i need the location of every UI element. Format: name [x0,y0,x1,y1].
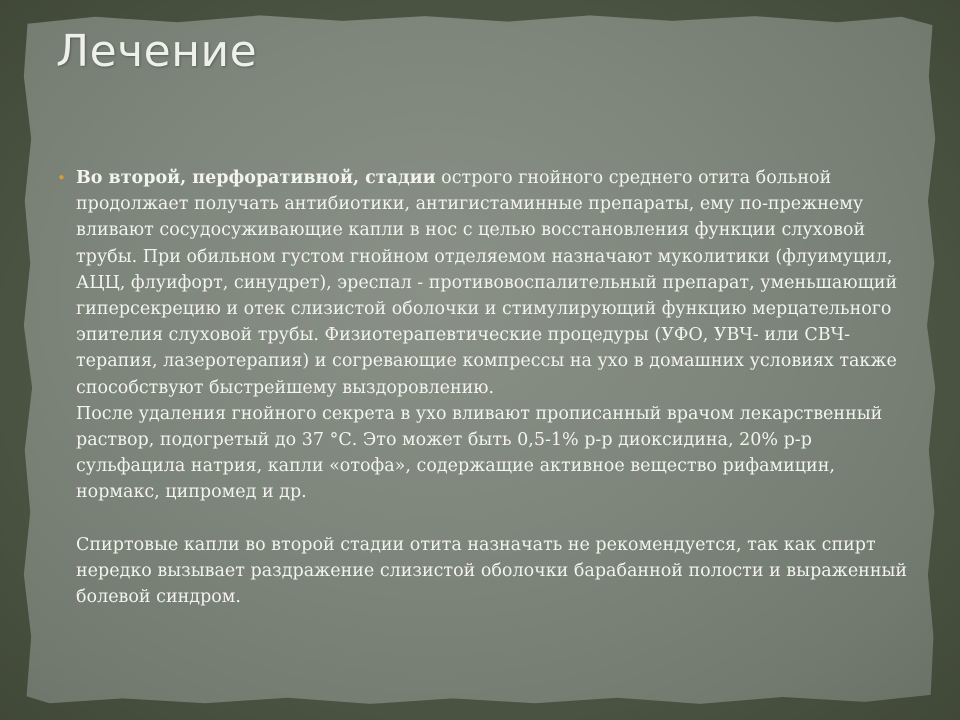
paragraph-text: острого гнойного среднего отита больной продолжает получать антибиотики, антигистаминные препараты, ему по-прежнему вливают сосудосуживающие капли в нос с целью восстановления функции слуховой трубы. При обильном густом гнойном отделяемом назначают муколитики (флуимуцил, АЦЦ, флуифорт, синудрет), эреспал - противовоспалительный препарат, уменьшающий гиперсекрецию и отек слизистой оболочки и стимулирующий функцию мерцательного эпителия слуховой трубы. Физиотерапевтические процедуры (УФО, УВЧ- или СВЧ-терапия, лазеротерапия) и согревающие компрессы на ухо в домашних условиях также способствуют быстрейшему выздоровлению. [76,168,898,398]
paragraph-warning: Спиртовые капли во второй стадии отита назначать не рекомендуется, так как спирт нередко вызывает раздражение слизистой оболочки барабанной полости и выраженный болевой синдром. [76,534,908,608]
slide-body [57,165,922,610]
paragraph-secondary: После удаления гнойного секрета в ухо вливают прописанный врачом лекарственный раствор, подогретый до 37 °С. Это может быть 0,5-1% р-р диоксидина, 20% р-р сульфацила натрия, капли «отофа», содержащие активное вещество рифамицин, нормакс, ципромед и др. [76,403,883,503]
bullet-icon: • [57,169,66,187]
bold-lead-text: Во второй, перфоративной, стадии [76,168,436,188]
bullet-paragraph [57,165,922,401]
paragraph-gap [76,506,922,532]
slide-title: Лечение [56,26,258,77]
